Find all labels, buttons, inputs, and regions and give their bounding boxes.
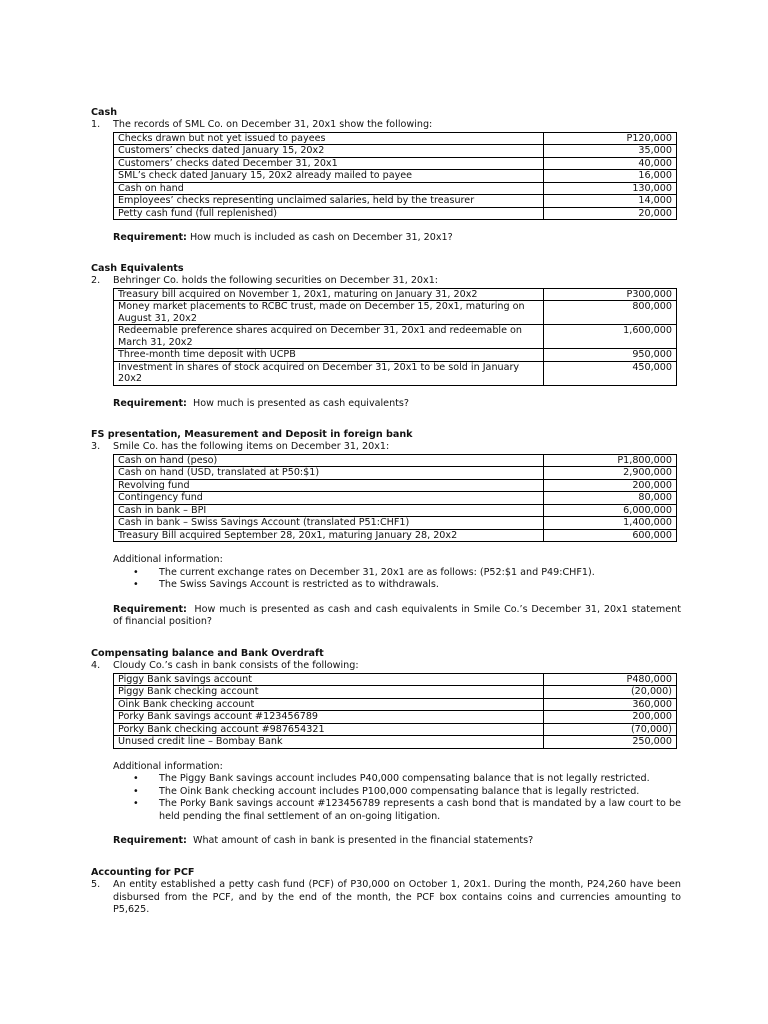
section-heading: Cash (91, 107, 118, 118)
table-row (114, 723, 677, 736)
list-item: • The current exchange rates on December 31, 20x1 are as follows: (P52:$1 and P49:CHF1). (159, 567, 681, 580)
table-row (114, 517, 677, 530)
item-label: Cash on hand (USD, translated at P50:$1) (114, 467, 544, 480)
item-amount: P480,000 (544, 673, 677, 686)
item-label: Petty cash fund (full replenished) (114, 207, 544, 220)
table-row (114, 207, 677, 220)
additional-info-title: Additional information: (113, 760, 223, 772)
section-cash-equivalents (91, 262, 681, 410)
table-row (114, 182, 677, 195)
item-amount: 1,400,000 (544, 517, 677, 530)
list-item: • The Porky Bank savings account #123456789 represents a cash bond that is mandated by a law court to be held pending the final settlement of an on-going litigation. (159, 798, 681, 823)
question (91, 441, 681, 454)
cash-items-table (113, 132, 677, 221)
item-label: Cash in bank – BPI (114, 504, 544, 517)
requirement-label: Requirement: (113, 232, 187, 243)
item-label: Three-month time deposit with UCPB (114, 349, 544, 362)
section-fs-presentation (91, 428, 681, 629)
item-amount: 800,000 (544, 301, 677, 325)
table-row (114, 686, 677, 699)
section-heading: Cash Equivalents (91, 263, 184, 274)
item-label: Treasury bill acquired on November 1, 20x1, maturing on January 31, 20x2 (114, 288, 544, 301)
item-amount: 40,000 (544, 157, 677, 170)
item-amount: 200,000 (544, 479, 677, 492)
requirement-text: How much is presented as cash equivalents? (192, 397, 410, 409)
table-row (114, 157, 677, 170)
item-amount: 2,900,000 (544, 467, 677, 480)
question-text: The records of SML Co. on December 31, 20x1 show the following: (113, 119, 433, 130)
item-amount: 14,000 (544, 195, 677, 208)
item-label: Money market placements to RCBC trust, made on December 15, 20x1, maturing on August 31, 20x2 (114, 301, 544, 325)
item-label: Unused credit line – Bombay Bank (114, 736, 544, 749)
item-label: Cash in bank – Swiss Savings Account (translated P51:CHF1) (114, 517, 544, 530)
item-amount: 1,600,000 (544, 325, 677, 349)
item-amount: 16,000 (544, 170, 677, 183)
table-row (114, 170, 677, 183)
item-amount: 200,000 (544, 711, 677, 724)
item-label: Investment in shares of stock acquired on December 31, 20x1 to be sold in January 20x2 (114, 361, 544, 385)
table-row (114, 492, 677, 505)
item-label: SML’s check dated January 15, 20x2 already mailed to payee (114, 170, 544, 183)
additional-info-list (91, 567, 681, 592)
table-row (114, 145, 677, 158)
item-label: Piggy Bank checking account (114, 686, 544, 699)
item-label: Porky Bank checking account #987654321 (114, 723, 544, 736)
requirement-text: How much is presented as cash and cash equivalents in Smile Co.’s December 31, 20x1 statement of financial position? (113, 603, 681, 627)
item-amount: 6,000,000 (544, 504, 677, 517)
question-text: An entity established a petty cash fund (PCF) of P30,000 on October 1, 20x1. During the month, P24,260 have been disbursed from the PCF, and by the end of the month, the PCF box contains coins and currencies amounting to P5,625. (113, 879, 681, 915)
table-row (114, 467, 677, 480)
item-label: Redeemable preference shares acquired on December 31, 20x1 and redeemable on March 31, 20x2 (114, 325, 544, 349)
item-label: Customers’ checks dated January 15, 20x2 (114, 145, 544, 158)
item-amount: P120,000 (544, 132, 677, 145)
requirement-text: How much is included as cash on December 31, 20x1? (189, 232, 453, 243)
table-row (114, 529, 677, 542)
requirement (91, 398, 681, 411)
table-row (114, 361, 677, 385)
table-row (114, 288, 677, 301)
table-row (114, 325, 677, 349)
smile-items-table (113, 454, 677, 543)
item-label: Revolving fund (114, 479, 544, 492)
table-row (114, 349, 677, 362)
question (91, 119, 681, 132)
item-amount: 360,000 (544, 698, 677, 711)
question-text: Smile Co. has the following items on December 31, 20x1: (113, 441, 390, 452)
question-number: 4. (91, 660, 101, 671)
list-item: • The Piggy Bank savings account includes P40,000 compensating balance that is not legally restricted. (159, 773, 681, 786)
securities-table (113, 288, 677, 386)
question-number: 3. (91, 441, 101, 452)
item-label: Employees’ checks representing unclaimed salaries, held by the treasurer (114, 195, 544, 208)
item-amount: (70,000) (544, 723, 677, 736)
item-amount: P300,000 (544, 288, 677, 301)
requirement (91, 835, 681, 848)
question-text: Behringer Co. holds the following securities on December 31, 20x1: (113, 275, 439, 286)
item-amount: 35,000 (544, 145, 677, 158)
item-amount: 130,000 (544, 182, 677, 195)
section-accounting-pcf (91, 866, 681, 917)
additional-info-list (91, 773, 681, 823)
item-amount: 450,000 (544, 361, 677, 385)
item-label: Piggy Bank savings account (114, 673, 544, 686)
table-row (114, 479, 677, 492)
requirement (91, 232, 681, 245)
item-label: Treasury Bill acquired September 28, 20x1, maturing January 28, 20x2 (114, 529, 544, 542)
table-row (114, 195, 677, 208)
item-amount: 20,000 (544, 207, 677, 220)
item-amount: 80,000 (544, 492, 677, 505)
item-label: Porky Bank savings account #123456789 (114, 711, 544, 724)
item-amount: 950,000 (544, 349, 677, 362)
requirement-label: Requirement: (113, 603, 187, 615)
additional-info-title: Additional information: (113, 554, 223, 565)
item-label: Cash on hand (peso) (114, 454, 544, 467)
item-label: Customers’ checks dated December 31, 20x1 (114, 157, 544, 170)
question (91, 660, 681, 673)
list-item: • The Swiss Savings Account is restricted as to withdrawals. (159, 579, 681, 592)
question-number: 1. (91, 119, 101, 130)
section-heading: Compensating balance and Bank Overdraft (91, 648, 324, 659)
item-amount: 600,000 (544, 529, 677, 542)
item-label: Oink Bank checking account (114, 698, 544, 711)
question (91, 275, 681, 288)
table-row (114, 301, 677, 325)
table-row (114, 132, 677, 145)
list-item: • The Oink Bank checking account includes P100,000 compensating balance that is legally restricted. (159, 786, 681, 799)
item-label: Checks drawn but not yet issued to payees (114, 132, 544, 145)
requirement-label: Requirement: (113, 835, 187, 846)
item-amount: (20,000) (544, 686, 677, 699)
item-label: Contingency fund (114, 492, 544, 505)
table-row (114, 711, 677, 724)
table-row (114, 454, 677, 467)
item-amount: P1,800,000 (544, 454, 677, 467)
section-compensating-balance (91, 647, 681, 848)
cash-in-bank-table (113, 673, 677, 749)
table-row (114, 673, 677, 686)
section-heading: FS presentation, Measurement and Deposit in foreign bank (91, 429, 413, 440)
table-row (114, 504, 677, 517)
question-number: 5. (91, 879, 101, 890)
requirement-label: Requirement: (113, 397, 187, 409)
table-row (114, 698, 677, 711)
section-cash (91, 106, 681, 245)
question-text: Cloudy Co.’s cash in bank consists of the following: (113, 660, 359, 671)
section-heading: Accounting for PCF (91, 867, 195, 878)
question (91, 879, 681, 917)
item-amount: 250,000 (544, 736, 677, 749)
requirement (91, 604, 681, 629)
requirement-text: What amount of cash in bank is presented in the financial statements? (192, 835, 534, 846)
item-label: Cash on hand (114, 182, 544, 195)
table-row (114, 736, 677, 749)
question-number: 2. (91, 275, 101, 286)
